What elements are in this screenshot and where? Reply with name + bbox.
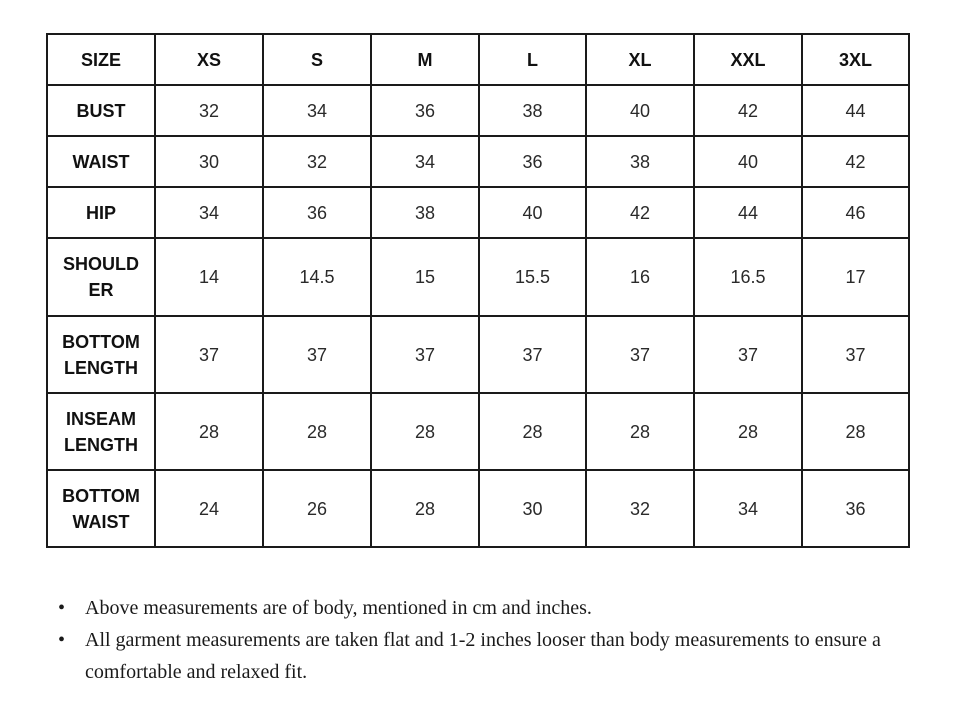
row-label-bust: BUST bbox=[47, 85, 155, 136]
row-label-line: ER bbox=[88, 280, 114, 300]
row-label-line: BOTTOM bbox=[62, 485, 140, 506]
table-cell: 37 bbox=[155, 316, 263, 393]
row-label-bottom-length bbox=[47, 316, 155, 393]
table-cell: 36 bbox=[371, 85, 479, 136]
table-cell: 32 bbox=[155, 85, 263, 136]
table-cell: 42 bbox=[586, 187, 694, 238]
header-cell-xl: XL bbox=[586, 34, 694, 85]
table-cell: 28 bbox=[694, 393, 802, 470]
row-label-line: BOTTOM bbox=[62, 331, 140, 352]
table-cell: 34 bbox=[263, 85, 371, 136]
header-cell-m: M bbox=[371, 34, 479, 85]
header-cell-xs: XS bbox=[155, 34, 263, 85]
header-row bbox=[47, 34, 909, 85]
table-cell: 16.5 bbox=[694, 238, 802, 316]
table-cell: 28 bbox=[263, 393, 371, 470]
size-chart-table bbox=[46, 33, 910, 548]
header-cell-s: S bbox=[263, 34, 371, 85]
table-cell: 14 bbox=[155, 238, 263, 316]
table-cell: 37 bbox=[371, 316, 479, 393]
header-cell-xxl: XXL bbox=[694, 34, 802, 85]
row-label-shoulder bbox=[47, 238, 155, 316]
table-cell: 44 bbox=[802, 85, 909, 136]
table-cell: 36 bbox=[263, 187, 371, 238]
table-cell: 15 bbox=[371, 238, 479, 316]
table-cell: 32 bbox=[586, 470, 694, 547]
row-label-waist: WAIST bbox=[47, 136, 155, 187]
table-cell: 17 bbox=[802, 238, 909, 316]
bullet-icon: • bbox=[58, 597, 66, 619]
table-cell: 37 bbox=[694, 316, 802, 393]
table-cell: 30 bbox=[155, 136, 263, 187]
table-cell: 37 bbox=[263, 316, 371, 393]
table-cell: 34 bbox=[155, 187, 263, 238]
table-cell: 37 bbox=[479, 316, 586, 393]
table-cell: 42 bbox=[694, 85, 802, 136]
table-cell: 44 bbox=[694, 187, 802, 238]
bullet-icon: • bbox=[58, 629, 66, 651]
table-cell: 28 bbox=[586, 393, 694, 470]
table-cell: 28 bbox=[371, 470, 479, 547]
row-label-line: INSEAM bbox=[65, 408, 136, 429]
notes-list bbox=[58, 592, 918, 688]
table-cell: 42 bbox=[802, 136, 909, 187]
table-cell: 30 bbox=[479, 470, 586, 547]
table-cell: 36 bbox=[802, 470, 909, 547]
table-cell: 37 bbox=[586, 316, 694, 393]
header-cell-l: L bbox=[479, 34, 586, 85]
table-row-bottom-length bbox=[47, 316, 909, 393]
row-label-line: LENGTH bbox=[64, 434, 138, 455]
table-row-waist bbox=[47, 136, 909, 187]
table-cell: 46 bbox=[802, 187, 909, 238]
row-label-bottom-waist bbox=[47, 470, 155, 547]
row-label-inseam-length bbox=[47, 393, 155, 470]
table-cell: 28 bbox=[479, 393, 586, 470]
table-row-inseam-length bbox=[47, 393, 909, 470]
row-label-line: WAIST bbox=[72, 511, 130, 532]
row-label-line: SHOULD bbox=[63, 254, 139, 274]
header-cell-3xl: 3XL bbox=[802, 34, 909, 85]
table-cell: 15.5 bbox=[479, 238, 586, 316]
table-cell: 24 bbox=[155, 470, 263, 547]
table-cell: 28 bbox=[371, 393, 479, 470]
row-label-hip: HIP bbox=[47, 187, 155, 238]
table-row-shoulder bbox=[47, 238, 909, 316]
table-row-hip bbox=[47, 187, 909, 238]
table-cell: 28 bbox=[155, 393, 263, 470]
table-row-bottom-waist bbox=[47, 470, 909, 547]
table-row-bust bbox=[47, 85, 909, 136]
note-text: All garment measurements are taken flat and 1-2 inches looser than body measurements to ensure a comfortable and relaxed fit. bbox=[85, 629, 881, 683]
table-cell: 16 bbox=[586, 238, 694, 316]
table-cell: 34 bbox=[371, 136, 479, 187]
table-cell: 38 bbox=[586, 136, 694, 187]
row-label-line: LENGTH bbox=[64, 357, 138, 378]
table-cell: 14.5 bbox=[263, 238, 371, 316]
table-cell: 37 bbox=[802, 316, 909, 393]
table-cell: 32 bbox=[263, 136, 371, 187]
header-cell-size: SIZE bbox=[47, 34, 155, 85]
table-cell: 36 bbox=[479, 136, 586, 187]
table-cell: 40 bbox=[586, 85, 694, 136]
table-cell: 40 bbox=[479, 187, 586, 238]
note-item bbox=[58, 624, 918, 688]
note-text: Above measurements are of body, mentioned in cm and inches. bbox=[85, 597, 592, 619]
table-cell: 28 bbox=[802, 393, 909, 470]
note-item bbox=[58, 592, 918, 624]
table-cell: 26 bbox=[263, 470, 371, 547]
table-cell: 38 bbox=[479, 85, 586, 136]
table-cell: 34 bbox=[694, 470, 802, 547]
table-cell: 38 bbox=[371, 187, 479, 238]
table-cell: 40 bbox=[694, 136, 802, 187]
